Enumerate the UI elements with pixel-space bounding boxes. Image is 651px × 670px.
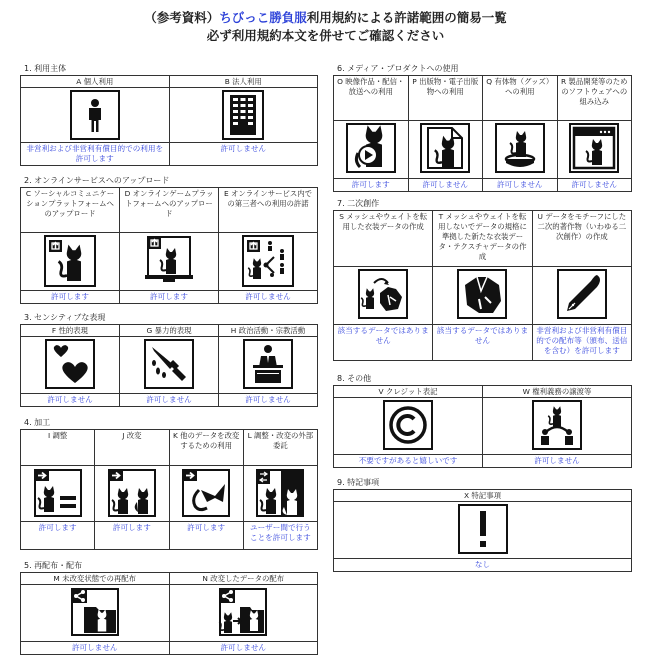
item-header-v: V クレジット表記 [334, 386, 483, 398]
status-r: 許可しません [557, 179, 632, 192]
item-header-b: B 法人利用 [169, 76, 318, 88]
section-usage-entity [20, 64, 318, 166]
permission-table [333, 489, 632, 572]
title-suffix: 利用規約による許諾範囲の簡易一覧 [306, 10, 507, 25]
exclamation-icon [458, 504, 508, 554]
software-icon [569, 123, 619, 173]
section-label: 5. 再配布・配布 [24, 561, 83, 570]
item-header-t: T メッシュやウェイトを転用しないでデータの規格に準拠した新たな衣装データ・テクスチャデータの作成 [433, 211, 532, 267]
status-v: 不要ですがあると嬉しいです [334, 455, 483, 468]
status-f: 許可しません [21, 394, 120, 407]
item-header-s: S メッシュやウェイトを転用した衣装データの作成 [334, 211, 433, 267]
redistribute-icon [70, 587, 120, 637]
section-label: 7. 二次創作 [337, 199, 380, 208]
status-o: 許可します [334, 179, 409, 192]
status-l: ユーザー間で行うことを許可します [243, 522, 317, 550]
item-header-u: U データをモチーフにした二次的著作物（いわゆる二次創作）の作成 [532, 211, 631, 267]
status-m: 許可しません [21, 642, 170, 655]
status-d: 許可します [120, 291, 219, 304]
upload-game-icon [143, 235, 195, 285]
item-header-c: C ソーシャルコミュニケーションプラットフォームへのアップロード [21, 188, 120, 233]
permission-table [20, 324, 318, 407]
hearts-icon [45, 339, 95, 389]
document-title [0, 9, 651, 45]
modify-icon [107, 468, 157, 518]
adjust-icon [33, 468, 83, 518]
title-prefix: （参考資料） [144, 10, 220, 25]
section-label: 1. 利用主体 [24, 64, 67, 73]
video-icon [346, 123, 396, 173]
section-special-notes [333, 478, 632, 572]
item-header-l: L 調整・改変の外部委託 [243, 430, 317, 466]
item-header-h: H 政治活動・宗教活動 [219, 325, 318, 337]
section-label: 9. 特記事項 [337, 478, 380, 487]
pen-icon [557, 269, 607, 319]
podium-icon [243, 339, 293, 389]
copyright-icon [383, 400, 433, 450]
knife-icon [144, 339, 194, 389]
section-other [333, 374, 632, 468]
item-header-f: F 性的表現 [21, 325, 120, 337]
status-w: 許可しません [483, 455, 632, 468]
item-header-g: G 暴力的表現 [120, 325, 219, 337]
section-redistribution [20, 561, 318, 655]
status-n: 許可しません [169, 642, 318, 655]
outsource-icon [255, 468, 305, 518]
goods-icon [495, 123, 545, 173]
item-header-o: O 映像作品・配信・放送への利用 [334, 76, 409, 121]
title-line-2: 必ず利用規約本文を併せてご確認ください [206, 28, 445, 43]
distribute-modified-icon [218, 587, 268, 637]
item-header-n: N 改変したデータの配布 [169, 573, 318, 585]
item-header-q: Q 有体物（グッズ）への利用 [483, 76, 558, 121]
status-i: 許可します [21, 522, 95, 550]
section-online-upload [20, 176, 318, 304]
section-label: 6. メディア・プロダクトへの使用 [337, 64, 459, 73]
section-sensitive [20, 313, 318, 407]
status-c: 許可します [21, 291, 120, 304]
section-media-products [333, 64, 632, 192]
section-label: 8. その他 [337, 374, 372, 383]
status-e: 許可しません [219, 291, 318, 304]
status-x: なし [334, 559, 632, 572]
upload-share-icon [242, 235, 294, 287]
brand-name: ちびっこ勝負服 [219, 10, 307, 25]
costume-icon [457, 269, 507, 319]
section-label: 4. 加工 [24, 418, 51, 427]
section-processing [20, 418, 318, 550]
item-header-m: M 未改変状態での再配布 [21, 573, 170, 585]
permission-table [333, 210, 632, 361]
publication-icon [420, 123, 470, 173]
title-line-1 [0, 9, 651, 27]
section-label: 3. センシティブな表現 [24, 313, 106, 322]
status-s: 該当するデータではありません [334, 325, 433, 361]
transfer-rights-icon [532, 400, 582, 450]
permission-table [333, 385, 632, 468]
permission-table [20, 187, 318, 304]
status-b: 許可しません [169, 143, 318, 166]
permission-table [20, 429, 318, 550]
status-t: 該当するデータではありません [433, 325, 532, 361]
item-header-a: A 個人利用 [21, 76, 170, 88]
status-q: 許可しません [483, 179, 558, 192]
item-header-x: X 特記事項 [334, 490, 632, 502]
upload-social-icon [44, 235, 96, 287]
permission-table [20, 572, 318, 655]
section-derivative [333, 199, 632, 361]
item-header-i: I 調整 [21, 430, 95, 466]
item-header-j: J 改変 [95, 430, 169, 466]
person-icon [70, 90, 120, 140]
costume-transfer-icon [358, 269, 408, 319]
status-p: 許可しません [408, 179, 483, 192]
status-k: 許可します [169, 522, 243, 550]
status-a: 非営利および非営利有償目的での利用を許可します [21, 143, 170, 166]
status-h: 許可しません [219, 394, 318, 407]
reuse-icon [181, 468, 231, 518]
status-j: 許可します [95, 522, 169, 550]
item-header-w: W 権利義務の譲渡等 [483, 386, 632, 398]
item-header-p: P 出版物・電子出版物への利用 [408, 76, 483, 121]
item-header-r: R 製品開発等のためのソフトウェアへの組み込み [557, 76, 632, 121]
item-header-e: E オンラインサービス内での第三者への利用の許諾 [219, 188, 318, 233]
section-label: 2. オンラインサービスへのアップロード [24, 176, 170, 185]
permission-table [333, 75, 632, 192]
item-header-d: D オンラインゲームプラットフォームへのアップロード [120, 188, 219, 233]
status-u: 非営利および非営利有償目的での配布等（頒布、送信を含む）を許可します [532, 325, 631, 361]
building-icon [222, 90, 264, 140]
permission-table [20, 75, 318, 166]
status-g: 許可しません [120, 394, 219, 407]
item-header-k: K 他のデータを改変するための利用 [169, 430, 243, 466]
